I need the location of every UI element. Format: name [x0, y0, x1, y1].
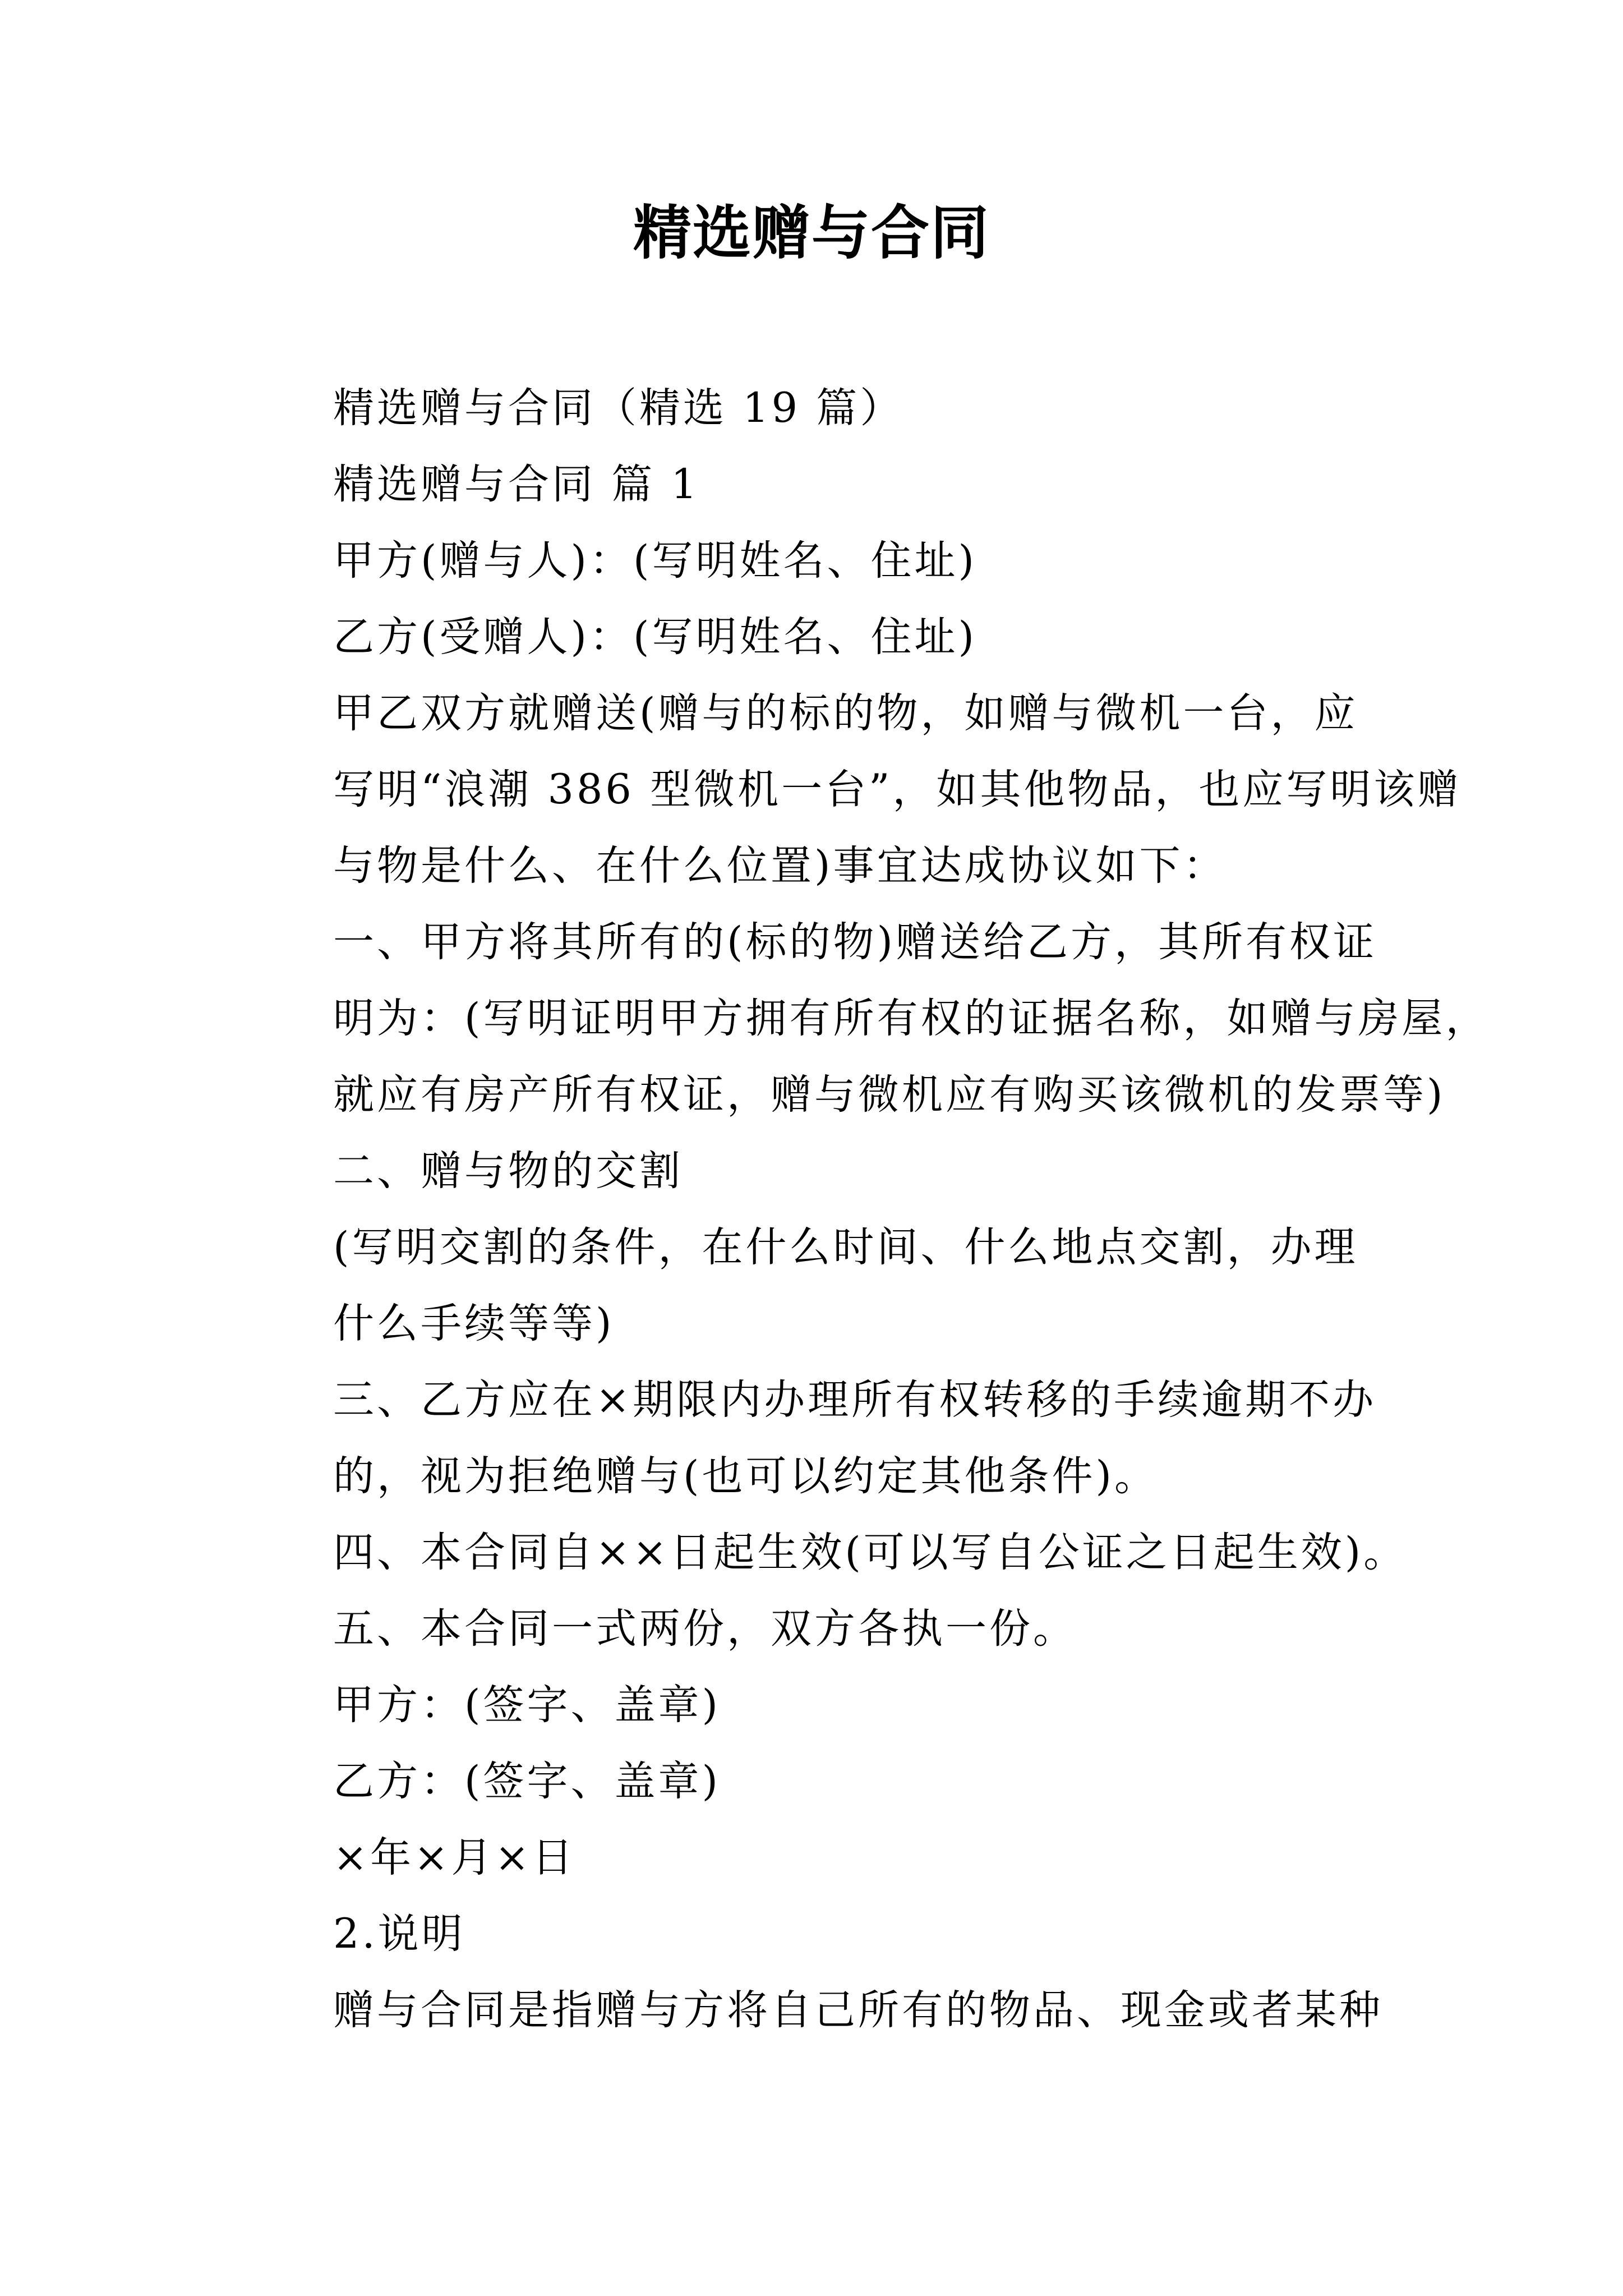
- paragraph: [247, 904, 1490, 1133]
- text-line: 的，视为拒绝赠与(也可以约定其他条件)。: [333, 1452, 1158, 1500]
- text-line: 甲方(赠与人)：(写明姓名、住址): [333, 537, 977, 585]
- text-line: 乙方(受赠人)：(写明姓名、住址): [333, 613, 977, 661]
- paragraph: [247, 1133, 1424, 1209]
- text-line: 什么手续等等): [333, 1300, 615, 1347]
- text-line: 精选赠与合同（精选 19 篇）: [333, 384, 904, 432]
- paragraph: [247, 1972, 1424, 2049]
- text-line: ×年×月×日: [333, 1834, 576, 1881]
- paragraph: [247, 1591, 1424, 1667]
- text-line: 与物是什么、在什么位置)事宜达成协议如下：: [333, 842, 1227, 890]
- text-line: 明为：(写明证明甲方拥有所有权的证据名称，如赠与房屋，: [333, 995, 1490, 1042]
- document-body: [247, 370, 1490, 2049]
- text-line: 就应有房产所有权证，赠与微机应有购买该微机的发票等): [333, 1071, 1446, 1119]
- text-line: 精选赠与合同 篇 1: [333, 461, 700, 508]
- text-line: (写明交割的条件，在什么时间、什么地点交割，办理: [333, 1223, 1358, 1271]
- paragraph: [247, 1743, 1424, 1820]
- paragraph: [247, 1820, 1424, 1896]
- text-line: 甲方：(签字、盖章): [333, 1681, 721, 1729]
- text-line: 赠与合同是指赠与方将自己所有的物品、现金或者某种: [333, 1986, 1383, 2034]
- paragraph: [247, 1209, 1424, 1362]
- paragraph: [247, 523, 1424, 599]
- text-line: 乙方：(签字、盖章): [333, 1757, 721, 1805]
- paragraph: [247, 1667, 1424, 1743]
- text-line: 五、本合同一式两份，双方各执一份。: [333, 1605, 1077, 1653]
- text-line: 甲乙双方就赠送(赠与的标的物，如赠与微机一台，应: [333, 689, 1358, 737]
- paragraph: [247, 1362, 1424, 1515]
- paragraph: [247, 370, 1424, 447]
- text-line: 四、本合同自××日起生效(可以写自公证之日起生效)。: [333, 1529, 1408, 1576]
- paragraph: [247, 1515, 1424, 1591]
- text-line: 写明“浪潮 386 型微机一台”，如其他物品，也应写明该赠: [333, 766, 1461, 813]
- text-line: 2.说明: [333, 1910, 465, 1958]
- document-title: 精选赠与合同: [633, 198, 990, 267]
- paragraph: [247, 447, 1424, 523]
- text-line: 一、甲方将其所有的(标的物)赠送给乙方，其所有权证: [333, 918, 1377, 966]
- paragraph: [247, 675, 1461, 904]
- paragraph: [247, 1896, 1424, 1972]
- paragraph: [247, 599, 1424, 675]
- text-line: 二、赠与物的交割: [333, 1147, 683, 1195]
- text-line: 三、乙方应在×期限内办理所有权转移的手续逾期不办: [333, 1376, 1377, 1424]
